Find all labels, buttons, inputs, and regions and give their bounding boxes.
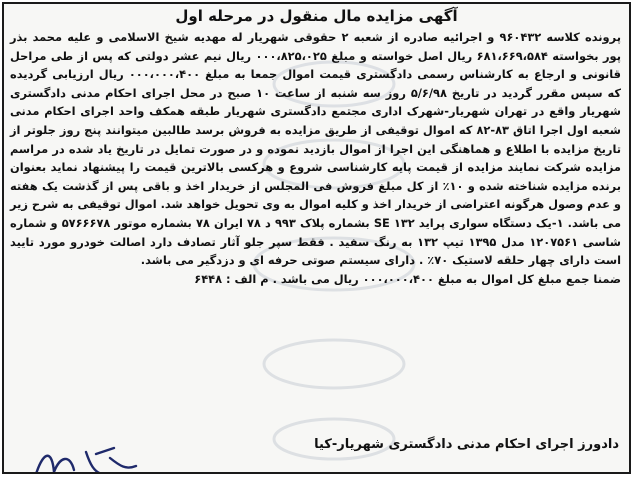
notice-paragraph-main: پرونده کلاسه ۹۶۰۴۳۲ و اجرائیه صادره از شعبه ۲ حقوقی شهریار له مهدیه شیخ الاسلامی و علیه محمد بذر پور بخواسته ۶۸۱،۶۶۹،۵۸۴ ریال اصل خواسته و مبلغ ۰۰۰،۸۲۵،۰۲۵ ریال نیم عشر دولتی که پس از طی مراحل قانونی و ارجاع به کارشناس رسمی دادگستری قیمت اموال جمعا به مبلغ ۰۰۰،۰۰۰،۴۰۰ ریال ارزیابی گردیده که سپس مقرر گردید در تاریخ ۵/۶/۹۸ روز سه شنبه از ساعت ۱۰ صبح در محل اجرای احکام مدنی دادگستری شهریار واقع در تهران شهریار-شهرک اداری مجتمع دادگستری شهریار طبقه همکف واحد اجرای احکام مدنی شعبه اول اجرا اتاق ۸۳-۸۲ که اموال توقیفی از طریق مزایده به فروش برسد طالبین میتوانند پنج روز جلوتر از تاریخ مزایده با اطلاع و هماهنگی این اجرا از اموال بازدید نموده و در صورت تمایل در تاریخ یاد شده در مراسم مزایده شرکت نمایند مزایده از قیمت پایه کارشناسی شروع و هرکسی بالاترین قیمت را پیشنهاد نماید بعنوان برنده مزایده شناخته شده و ۱۰٪ از کل مبلغ فروش فی المجلس از خریدار اخذ و باقی پس از گذشت یک هفته و عدم وصول هرگونه اعتراضی از خریدار اخذ و کلیه اموال به وی تحویل خواهد شد. اموال توقیفی به شرح زیر می باشد. ۱-یک دستگاه سواری پراید SE ۱۳۲ بشماره پلاک ۹۹۳ د ۷۸ ایران ۷۸ بشماره موتور ۵۷۶۶۶۷۸ و شماره شاسی ۱۲۰۷۵۶۱ مدل ۱۳۹۵ تیپ ۱۳۲ به رنگ سفید . فقط سپر جلو آثار تصادف دارد اصالت خودرو مورد تایید است دارای چهار حلقه لاستیک ۷۰٪ . دارای سیستم صوتی حرفه ای و دزدگیر می باشد.	[10, 30, 621, 268]
notice-body	[10, 28, 621, 288]
notice-title: آگهی مزایده مال منقول در مرحله اول	[175, 7, 458, 25]
handwritten-signature-icon	[30, 444, 140, 474]
auction-notice	[2, 2, 631, 474]
notice-signature: دادورز اجرای احکام مدنی دادگستری شهریار-کیا	[314, 437, 619, 452]
notice-paragraph-total: ضمنا جمع مبلغ کل اموال به مبلغ ۰۰۰،۰۰۰،۴۰۰ ریال می باشد . م الف : ۶۴۴۸	[194, 271, 621, 286]
